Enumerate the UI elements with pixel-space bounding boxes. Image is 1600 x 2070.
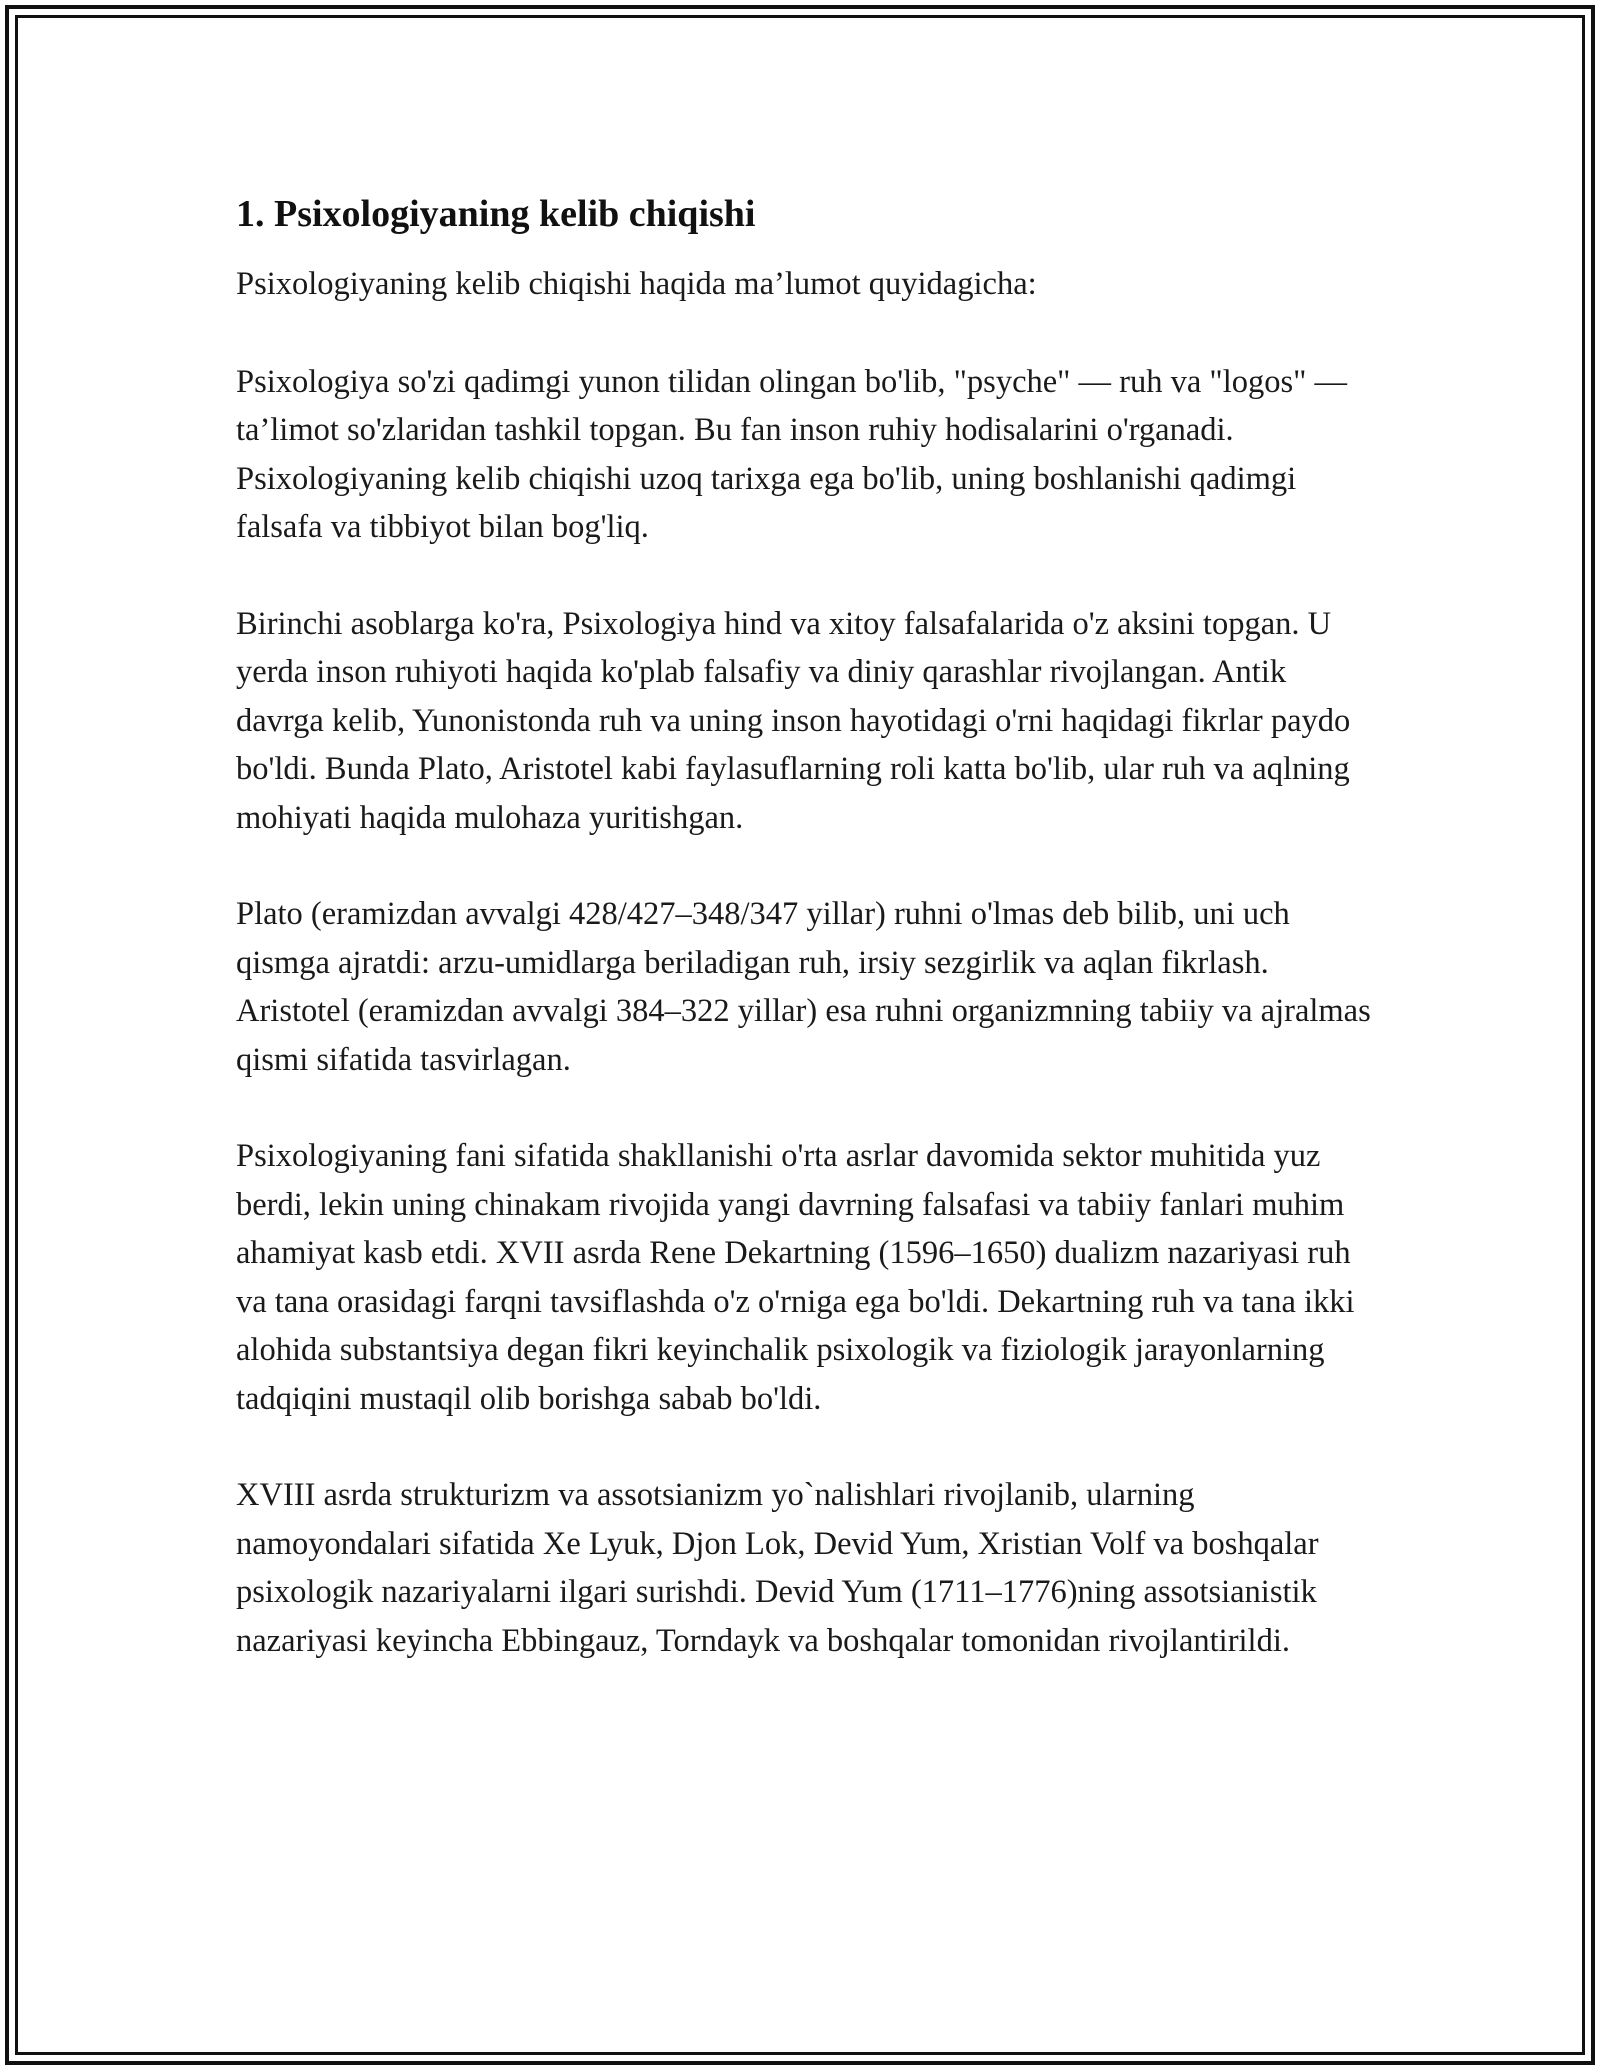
paragraph-etymology: Psixologiya so'zi qadimgi yunon tilidan olingan bo'lib, "psyche" — ruh va "logos" — ta’limot so'zlaridan tashkil topgan. Bu fan inson ruhiy hodisalarini o'rganadi. Psixologiyaning kelib chiqishi uzoq tarixga ega bo'lib, uning boshlanishi qadimgi falsafa va tibbiyot bilan bog'liq.	[236, 363, 1348, 545]
paragraph-intro: Psixologiyaning kelib chiqishi haqida ma’lumot quyidagicha:	[236, 266, 1037, 302]
section-heading: 1. Psixologiyaning kelib chiqishi	[236, 193, 756, 235]
paragraph-plato-aristotle: Plato (eramizdan avvalgi 428/427–348/347 yillar) ruhni o'lmas deb bilib, uni uch qismga ajratdi: arzu-umidlarga beriladigan ruh, irsiy sezgirlik va aqlan fikrlash. Aristotel (eramizdan avvalgi 384–322 yillar) esa ruhni organizmning tabiiy va ajralmas qismi sifatida tasvirlagan.	[236, 896, 1371, 1078]
document-body	[236, 186, 1376, 1713]
paragraph-associationism: XVIII asrda strukturizm va assotsianizm yo`nalishlari rivojlanib, ularning namoyondalari sifatida Xe Lyuk, Djon Lok, Devid Yum, Xristian Volf va boshqalar psixologik nazariyalarni ilgari surishdi. Devid Yum (1711–1776)ning assotsianistik nazariyasi keyincha Ebbingauz, Torndayk va boshqalar tomonidan rivojlantirildi.	[236, 1477, 1319, 1659]
paragraph-ancient-origins: Birinchi asoblarga ko'ra, Psixologiya hind va xitoy falsafalarida o'z aksini topgan. U yerda inson ruhiyoti haqida ko'plab falsafiy va diniy qarashlar rivojlangan. Antik davrga kelib, Yunonistonda ruh va uning inson hayotidagi o'rni haqidagi fikrlar paydo bo'ldi. Bunda Plato, Aristotel kabi faylasuflarning roli katta bo'lib, ular ruh va aqlning mohiyati haqida mulohaza yuritishgan.	[236, 605, 1351, 836]
paragraph-descartes: Psixologiyaning fani sifatida shakllanishi o'rta asrlar davomida sektor muhitida yuz berdi, lekin uning chinakam rivojida yangi davrning falsafasi va tabiiy fanlari muhim ahamiyat kasb etdi. XVII asrda Rene Dekartning (1596–1650) dualizm nazariyasi ruh va tana orasidagi farqni tavsiflashda o'z o'rniga ega bo'ldi. Dekartning ruh va tana ikki alohida substantsiya degan fikri keyinchalik psixologik va fiziologik jarayonlarning tadqiqini mustaqil olib borishga sabab bo'ldi.	[236, 1138, 1355, 1417]
